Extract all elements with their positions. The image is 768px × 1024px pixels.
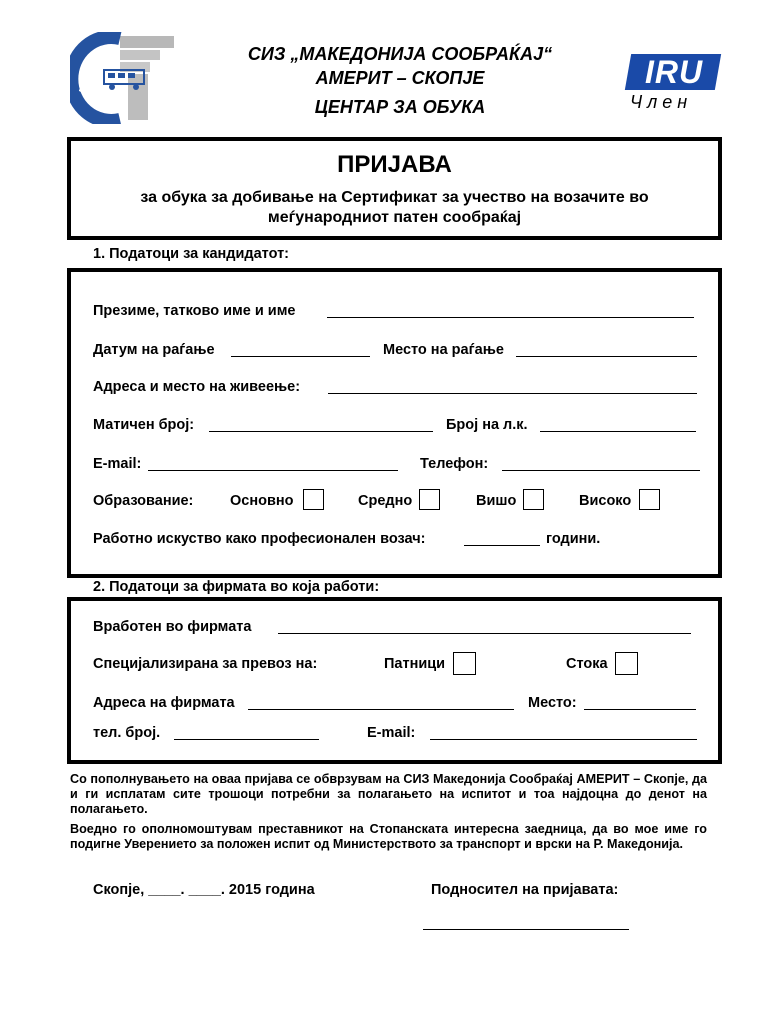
transport-passengers-checkbox[interactable] bbox=[453, 652, 476, 675]
education-option-primary-label: Основно bbox=[230, 493, 294, 509]
education-higher-checkbox[interactable] bbox=[523, 489, 544, 510]
experience-label: Работно искуство како професионален возач: bbox=[93, 531, 426, 547]
applicant-label: Подносител на пријавата: bbox=[431, 882, 619, 898]
education-label: Образование: bbox=[93, 493, 194, 509]
education-option-secondary-label: Средно bbox=[358, 493, 413, 509]
company-email-field[interactable] bbox=[430, 739, 697, 740]
iru-logo-text: IRU bbox=[644, 54, 704, 90]
experience-years-field[interactable] bbox=[464, 545, 540, 546]
transport-goods-label: Стока bbox=[566, 656, 608, 672]
company-place-label: Место: bbox=[528, 695, 577, 711]
id-card-label: Број на л.к. bbox=[446, 417, 528, 433]
amerit-logo-text: AMERIT bbox=[77, 62, 92, 95]
company-field[interactable] bbox=[278, 633, 691, 634]
education-primary-checkbox[interactable] bbox=[303, 489, 324, 510]
title-box bbox=[67, 137, 722, 240]
amerit-logo bbox=[70, 32, 180, 124]
company-address-label: Адреса на фирмата bbox=[93, 695, 235, 711]
education-secondary-checkbox[interactable] bbox=[419, 489, 440, 510]
email-label: E-mail: bbox=[93, 456, 142, 472]
full-name-label: Презиме, татково име и име bbox=[93, 303, 296, 319]
transport-passengers-label: Патници bbox=[384, 656, 446, 672]
declaration-paragraph-1: Со пополнувањето на оваа пријава се обврзувам на СИЗ Македонија Сообраќај АМЕРИТ – Скопје, да и ги исплатам сите трошоци потребни за полагањето на испитот и тоа најдоцна до денот на полагањето. bbox=[70, 772, 707, 816]
id-number-label: Матичен број: bbox=[93, 417, 195, 433]
specialized-label: Специјализирана за превоз на: bbox=[93, 656, 318, 672]
iru-member-label: Член bbox=[630, 92, 693, 112]
section1-heading: 1. Податоци за кандидатот: bbox=[93, 246, 290, 262]
company-label: Вработен во фирмата bbox=[93, 619, 252, 635]
section2-heading: 2. Податоци за фирмата во која работи: bbox=[93, 579, 380, 595]
form-subtitle-line1: за обука за добивање на Сертификат за учество на возачите во bbox=[140, 189, 649, 206]
address-label: Адреса и место на живеење: bbox=[93, 379, 301, 395]
applicant-signature-field[interactable] bbox=[423, 929, 629, 930]
org-name-line3: ЦЕНТАР ЗА ОБУКА bbox=[314, 97, 486, 117]
education-option-higher-label: Вишо bbox=[476, 493, 517, 509]
birth-place-field[interactable] bbox=[516, 356, 697, 357]
birth-place-label: Место на раѓање bbox=[383, 342, 504, 358]
phone-field[interactable] bbox=[502, 470, 700, 471]
form-subtitle-line2: меѓународниот патен сообраќај bbox=[267, 209, 522, 226]
experience-suffix: години. bbox=[546, 531, 601, 547]
full-name-field[interactable] bbox=[327, 317, 694, 318]
amerit-logo-icon bbox=[70, 32, 180, 124]
company-phone-label: тел. број. bbox=[93, 725, 161, 741]
place-date-line: Скопје, ____. ____. 2015 година bbox=[93, 882, 315, 898]
phone-label: Телефон: bbox=[420, 456, 489, 472]
education-university-checkbox[interactable] bbox=[639, 489, 660, 510]
education-option-university-label: Високо bbox=[579, 493, 632, 509]
org-name-line2: АМЕРИТ – СКОПЈЕ bbox=[315, 68, 485, 88]
id-number-field[interactable] bbox=[209, 431, 433, 432]
form-title: ПРИЈАВА bbox=[337, 151, 452, 178]
birth-date-field[interactable] bbox=[231, 356, 370, 357]
address-field[interactable] bbox=[328, 393, 697, 394]
company-phone-field[interactable] bbox=[174, 739, 319, 740]
birth-date-label: Датум на раѓање bbox=[93, 342, 215, 358]
id-card-field[interactable] bbox=[540, 431, 696, 432]
iru-logo bbox=[628, 54, 720, 114]
company-address-field[interactable] bbox=[248, 709, 514, 710]
company-email-label: E-mail: bbox=[367, 725, 416, 741]
company-place-field[interactable] bbox=[584, 709, 696, 710]
email-field[interactable] bbox=[148, 470, 398, 471]
org-name-line1: СИЗ „МАКЕДОНИЈА СООБРАЌАЈ“ bbox=[247, 44, 553, 64]
declaration-paragraph-2: Воедно го ополномоштувам преставникот на Стопанската интересна заедница, да во мое име го подигне Уверението за положен испит од Министерството за транспорт и врски на Р. Македонија. bbox=[70, 822, 707, 851]
transport-goods-checkbox[interactable] bbox=[615, 652, 638, 675]
